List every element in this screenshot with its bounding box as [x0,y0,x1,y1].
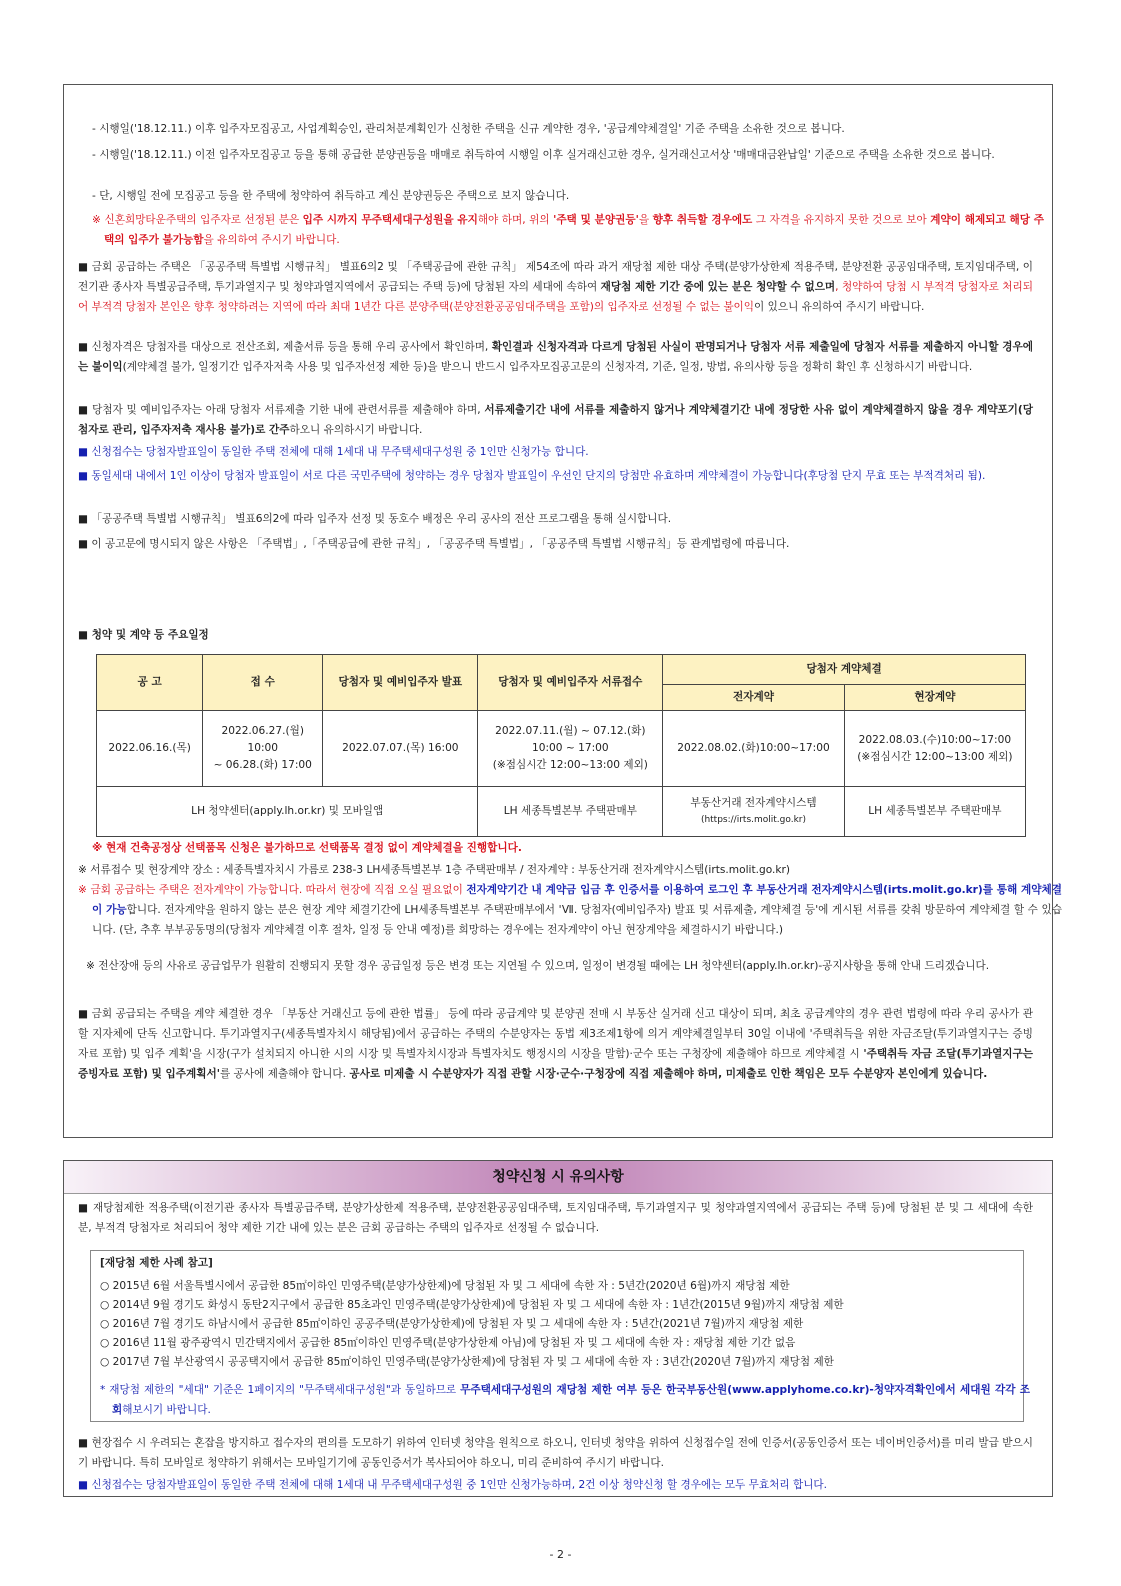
header-docs: 당첨자 및 예비입주자 서류접수 [478,655,663,711]
transaction-report-paragraph: ■ 금회 공급되는 주택을 계약 체결한 경우 「부동산 거래신고 등에 관한 법률」 등에 따라 공급계약 및 분양권 전매 시 부동산 실거래 신고 대상이 되며, 최초 공급계약의 경우 관련 법령에 따라 우리 공사가 관할 지자체에 단독 신고합니다. 투기과열지구(세종특별자치시 해당됨)에서 공급하는 주택의 수분양자는 동법 제3조제1항에 의거 계약체결일부터 30일 이내에 '주택취득을 위한 자금조달(투기과열지구는 증빙자료 포함) 및 입주 계획'을 시장(구가 설치되지 아니한 시의 시장 및 특별자치시장과 특별자치도 행정시의 시장을 말함)·군수 또는 구청장에 제출해야 하므로 계약체결 시 '주택취득 자금 조달(투기과열지구는 증빙자료 포함) 및 입주계획서'를 공사에 제출해야 합니다. 공사로 미제출 시 수분양자가 직접 관할 시장·군수·구청장에 직접 제출해야 하며, 미제출로 인한 책임은 모두 수분양자 본인에게 있습니다. [78,1008,1034,1080]
rewin-restriction-paragraph: ■ 금회 공급하는 주택은 「공공주택 특별법 시행규칙」 별표6의2 및 「주택공급에 관한 규칙」 제54조에 따라 과거 재당첨 제한 대상 주택(분양가상한제 적용주택, 분양전환 공공임대주택, 토지임대주택, 이전기관 종사자 특별공급주택, 투기과열지구 및 청약과열지역에서 공급되는 주택 등)에 당첨된 자의 세대에 속하여 재당첨 제한 기간 중에 있는 분은 청약할 수 없으며, 청약하여 당첨 시 부적격 당첨자로 처리되어 부적격 당첨자 본인은 향후 청약하려는 지역에 따라 최대 1년간 다른 분양주택(분양전환공공임대주택을 포함)의 입주자로 선정될 수 없는 불이익이 있으니 유의하여 주시기 바랍니다. [78,261,1033,313]
header-notice: 공 고 [97,655,203,711]
rewin-example-1: ○ 2015년 6월 서울특별시에서 공급한 85㎡이하인 민영주택(분양가상한제)에 당첨된 자 및 그 세대에 속한 자 : 5년간(2020년 6월)까지 재당첨 제한 [100,1280,790,1292]
related-law-paragraph: ■ 이 공고문에 명시되지 않은 사항은 「주택법」,「주택공급에 관한 규칙」, 「공공주택 특별법」, 「공공주택 특별법 시행규칙」등 관계법령에 따릅니다. [78,538,790,550]
option-note: ※ 현재 건축공정상 선택품목 신청은 불가하므로 선택품목 결정 없이 계약체결을 진행합니다. [92,842,522,854]
cell-notice-date: 2022.06.16.(목) [97,711,203,787]
rule-line-3: - 단, 시행일 전에 모집공고 등을 한 주택에 청약하여 취득하고 계신 분양권등은 주택으로 보지 않습니다. [92,190,570,202]
document-deadline-paragraph: ■ 당첨자 및 예비입주자는 아래 당첨자 서류제출 기한 내에 관련서류를 제출해야 하며, 서류제출기간 내에 서류를 제출하지 않거나 계약체결기간 내에 정당한 사유 없이 계약체결하지 않을 경우 계약포기(당첨자로 관리, 입주자저축 재사용 불가)로 간주하오니 유의하시기 바랍니다. [78,404,1033,436]
cell-onsite-place: LH 세종특별본부 주택판매부 [844,787,1025,837]
cell-onsite-date: 2022.08.03.(수)10:00~17:00 (※점심시간 12:00~13:00 제외) [844,711,1025,787]
header-onsite-contract: 현장계약 [844,685,1025,711]
rewin-example-note: * 재당첨 제한의 "세대" 기준은 1페이지의 "무주택세대구성원"과 동일하므로 무주택세대구성원의 재당첨 제한 여부 등은 한국부동산원(www.applyhome.co.kr)-청약자격확인에서 세대원 각각 조회해보시기 바랍니다. [100,1384,1030,1416]
rewin-example-5: ○ 2017년 7월 부산광역시 공공택지에서 공급한 85㎡이하인 민영주택(분양가상한제)에 당첨된 자 및 그 세대에 속한 자 : 3년간(2020년 7월)까지 재당첨 제한 [100,1356,834,1368]
same-household-paragraph: ■ 동일세대 내에서 1인 이상이 당첨자 발표일이 서로 다른 국민주택에 청약하는 경우 당첨자 발표일이 우선인 단지의 당첨만 유효하며 계약체결이 가능합니다(후당첨 단지 무효 또는 부적격처리 됨). [78,470,986,482]
rewin-example-4: ○ 2016년 11월 광주광역시 민간택지에서 공급한 85㎡이하인 민영주택(분양가상한제 아님)에 당첨된 자 및 그 세대에 속한 자 : 재당첨 제한 기간 없음 [100,1337,796,1349]
header-online-contract: 전자계약 [663,685,845,711]
header-receipt: 접 수 [203,655,323,711]
rewin-example-title: [재당첨 제한 사례 참고] [100,1257,213,1269]
header-contract: 당첨자 계약체결 [663,655,1026,685]
rewin-apply-paragraph: ■ 재당첨제한 적용주택(이전기관 종사자 특별공급주택, 분양가상한제 적용주택, 분양전환공공임대주택, 토지임대주택, 투기과열지구 및 청약과열지역에서 공급되는 주택 등)에 당첨된 분 및 그 세대에 속한 분, 부적격 당첨자로 처리되어 청약 제한 기간 내에 있는 분은 금회 공급하는 주택의 입주자로 선정될 수 없습니다. [78,1202,1033,1234]
cell-online-date: 2022.08.02.(화)10:00~17:00 [663,711,845,787]
page-number: - 2 - [549,1548,572,1561]
rule-line-2: - 시행일('18.12.11.) 이전 입주자모집공고 등을 통해 공급한 분양권등을 매매로 취득하여 시행일 이후 실거래신고한 경우, 실거래신고서상 '매매대금완납일' 기준으로 주택을 소유한 것으로 봅니다. [92,149,995,161]
schedule-title: ■ 청약 및 계약 등 주요일정 [78,629,209,641]
newlywed-note: ※ 신혼희망타운주택의 입주자로 선정된 분은 입주 시까지 무주택세대구성원을 유지해야 하며, 위의 '주택 및 분양권등'을 향후 취득할 경우에도 그 자격을 유지하지 못한 것으로 보아 계약이 해제되고 해당 주택의 입주가 불가능함을 유의하여 주시기 바랍니다. [92,214,1045,246]
cell-online-place: 부동산거래 전자계약시스템 (https://irts.molit.go.kr) [663,787,845,837]
schedule-table [96,654,1026,837]
internet-apply-paragraph: ■ 현장접수 시 우려되는 혼잡을 방지하고 접수자의 편의를 도모하기 위하여 인터넷 청약을 원칙으로 하오니, 인터넷 청약을 위하여 신청접수일 전에 인증서(공동인증서 또는 네이버인증서)를 미리 발급 받으시기 바랍니다. 특히 모바일로 청약하기 위해서는 모바일기기에 공동인증서가 복사되어야 하오니, 미리 준비하여 주시기 바랍니다. [78,1437,1033,1469]
cell-receipt-place: LH 청약센터(apply.lh.or.kr) 및 모바일앱 [97,787,478,837]
header-announce: 당첨자 및 예비입주자 발표 [323,655,478,711]
caution-header: 청약신청 시 유의사항 [64,1161,1052,1194]
rewin-example-3: ○ 2016년 7월 경기도 하남시에서 공급한 85㎡이하인 공공주택(분양가상한제)에 당첨된 자 및 그 세대에 속한 자 : 5년간(2021년 7월)까지 재당첨 제한 [100,1318,804,1330]
cell-docs-date: 2022.07.11.(월) ~ 07.12.(화) 10:00 ~ 17:00 (※점심시간 12:00~13:00 제외) [478,711,663,787]
place-note: ※ 서류접수 및 현장계약 장소 : 세종특별자치시 가름로 238-3 LH세종특별본부 1층 주택판매부 / 전자계약 : 부동산거래 전자계약시스템(irts.molit.go.kr) [78,864,790,876]
cell-receipt-date: 2022.06.27.(월) 10:00 ~ 06.28.(화) 17:00 [203,711,323,787]
cell-docs-place: LH 세종특별본부 주택판매부 [478,787,663,837]
e-contract-note: ※ 금회 공급하는 주택은 전자계약이 가능합니다. 따라서 현장에 직접 오실 필요없이 전자계약기간 내 계약금 입금 후 인증서를 이용하여 로그인 후 부동산거래 전자계약시스템(irts.molit.go.kr)를 통해 계약체결이 가능합니다. 전자계약을 원하지 않는 분은 현장 계약 체결기간에 LH세종특별본부 주택판매부에서 'Ⅶ. 당첨자(예비입주자) 발표 및 서류제출, 계약체결 등'에 게시된 서류를 갖춰 방문하여 계약체결 할 수 있습니다. (단, 추후 부부공동명의(당첨자 계약체결 이후 절차, 일정 등 안내 예정)를 희망하는 경우에는 전자계약이 아닌 현장계약을 체결하시기 바랍니다.) [78,884,1063,936]
one-per-household-paragraph: ■ 신청접수는 당첨자발표일이 동일한 주택 전체에 대해 1세대 내 무주택세대구성원 중 1인만 신청가능 합니다. [78,446,589,458]
rule-line-1: - 시행일('18.12.11.) 이후 입주자모집공고, 사업계획승인, 관리처분계획인가 신청한 주택을 신규 계약한 경우, '공급계약체결일' 기준 주택을 소유한 것으로 봅니다. [92,123,845,135]
program-paragraph: ■ 「공공주택 특별법 시행규칙」 별표6의2에 따라 입주자 선정 및 동호수 배정은 우리 공사의 전산 프로그램을 통해 실시합니다. [78,513,672,525]
rewin-example-2: ○ 2014년 9월 경기도 화성시 동탄2지구에서 공급한 85초과인 민영주택(분양가상한제)에 당첨된 자 및 그 세대에 속한 자 : 1년간(2015년 9월)까지 재당첨 제한 [100,1299,844,1311]
eligibility-paragraph: ■ 신청자격은 당첨자를 대상으로 전산조회, 제출서류 등을 통해 우리 공사에서 확인하며, 확인결과 신청자격과 다르게 당첨된 사실이 판명되거나 당첨자 서류 제출일에 당첨자 서류를 제출하지 아니할 경우에는 불이익(계약체결 불가, 일정기간 입주자저축 사용 및 입주자선정 제한 등)을 받으니 반드시 입주자모집공고문의 신청자격, 기준, 일정, 방법, 유의사항 등을 정확히 확인 후 신청하시기 바랍니다. [78,341,1033,373]
cell-announce-date: 2022.07.07.(목) 16:00 [323,711,478,787]
system-failure-note: ※ 전산장애 등의 사유로 공급업무가 원활히 진행되지 못할 경우 공급일정 등은 변경 또는 지연될 수 있으며, 일정이 변경될 때에는 LH 청약센터(apply.lh.or.kr)-공지사항을 통해 안내 드리겠습니다. [86,960,990,972]
duplicate-apply-paragraph: ■ 신청접수는 당첨자발표일이 동일한 주택 전체에 대해 1세대 내 무주택세대구성원 중 1인만 신청가능하며, 2건 이상 청약신청 할 경우에는 모두 무효처리 합니다. [78,1479,828,1491]
